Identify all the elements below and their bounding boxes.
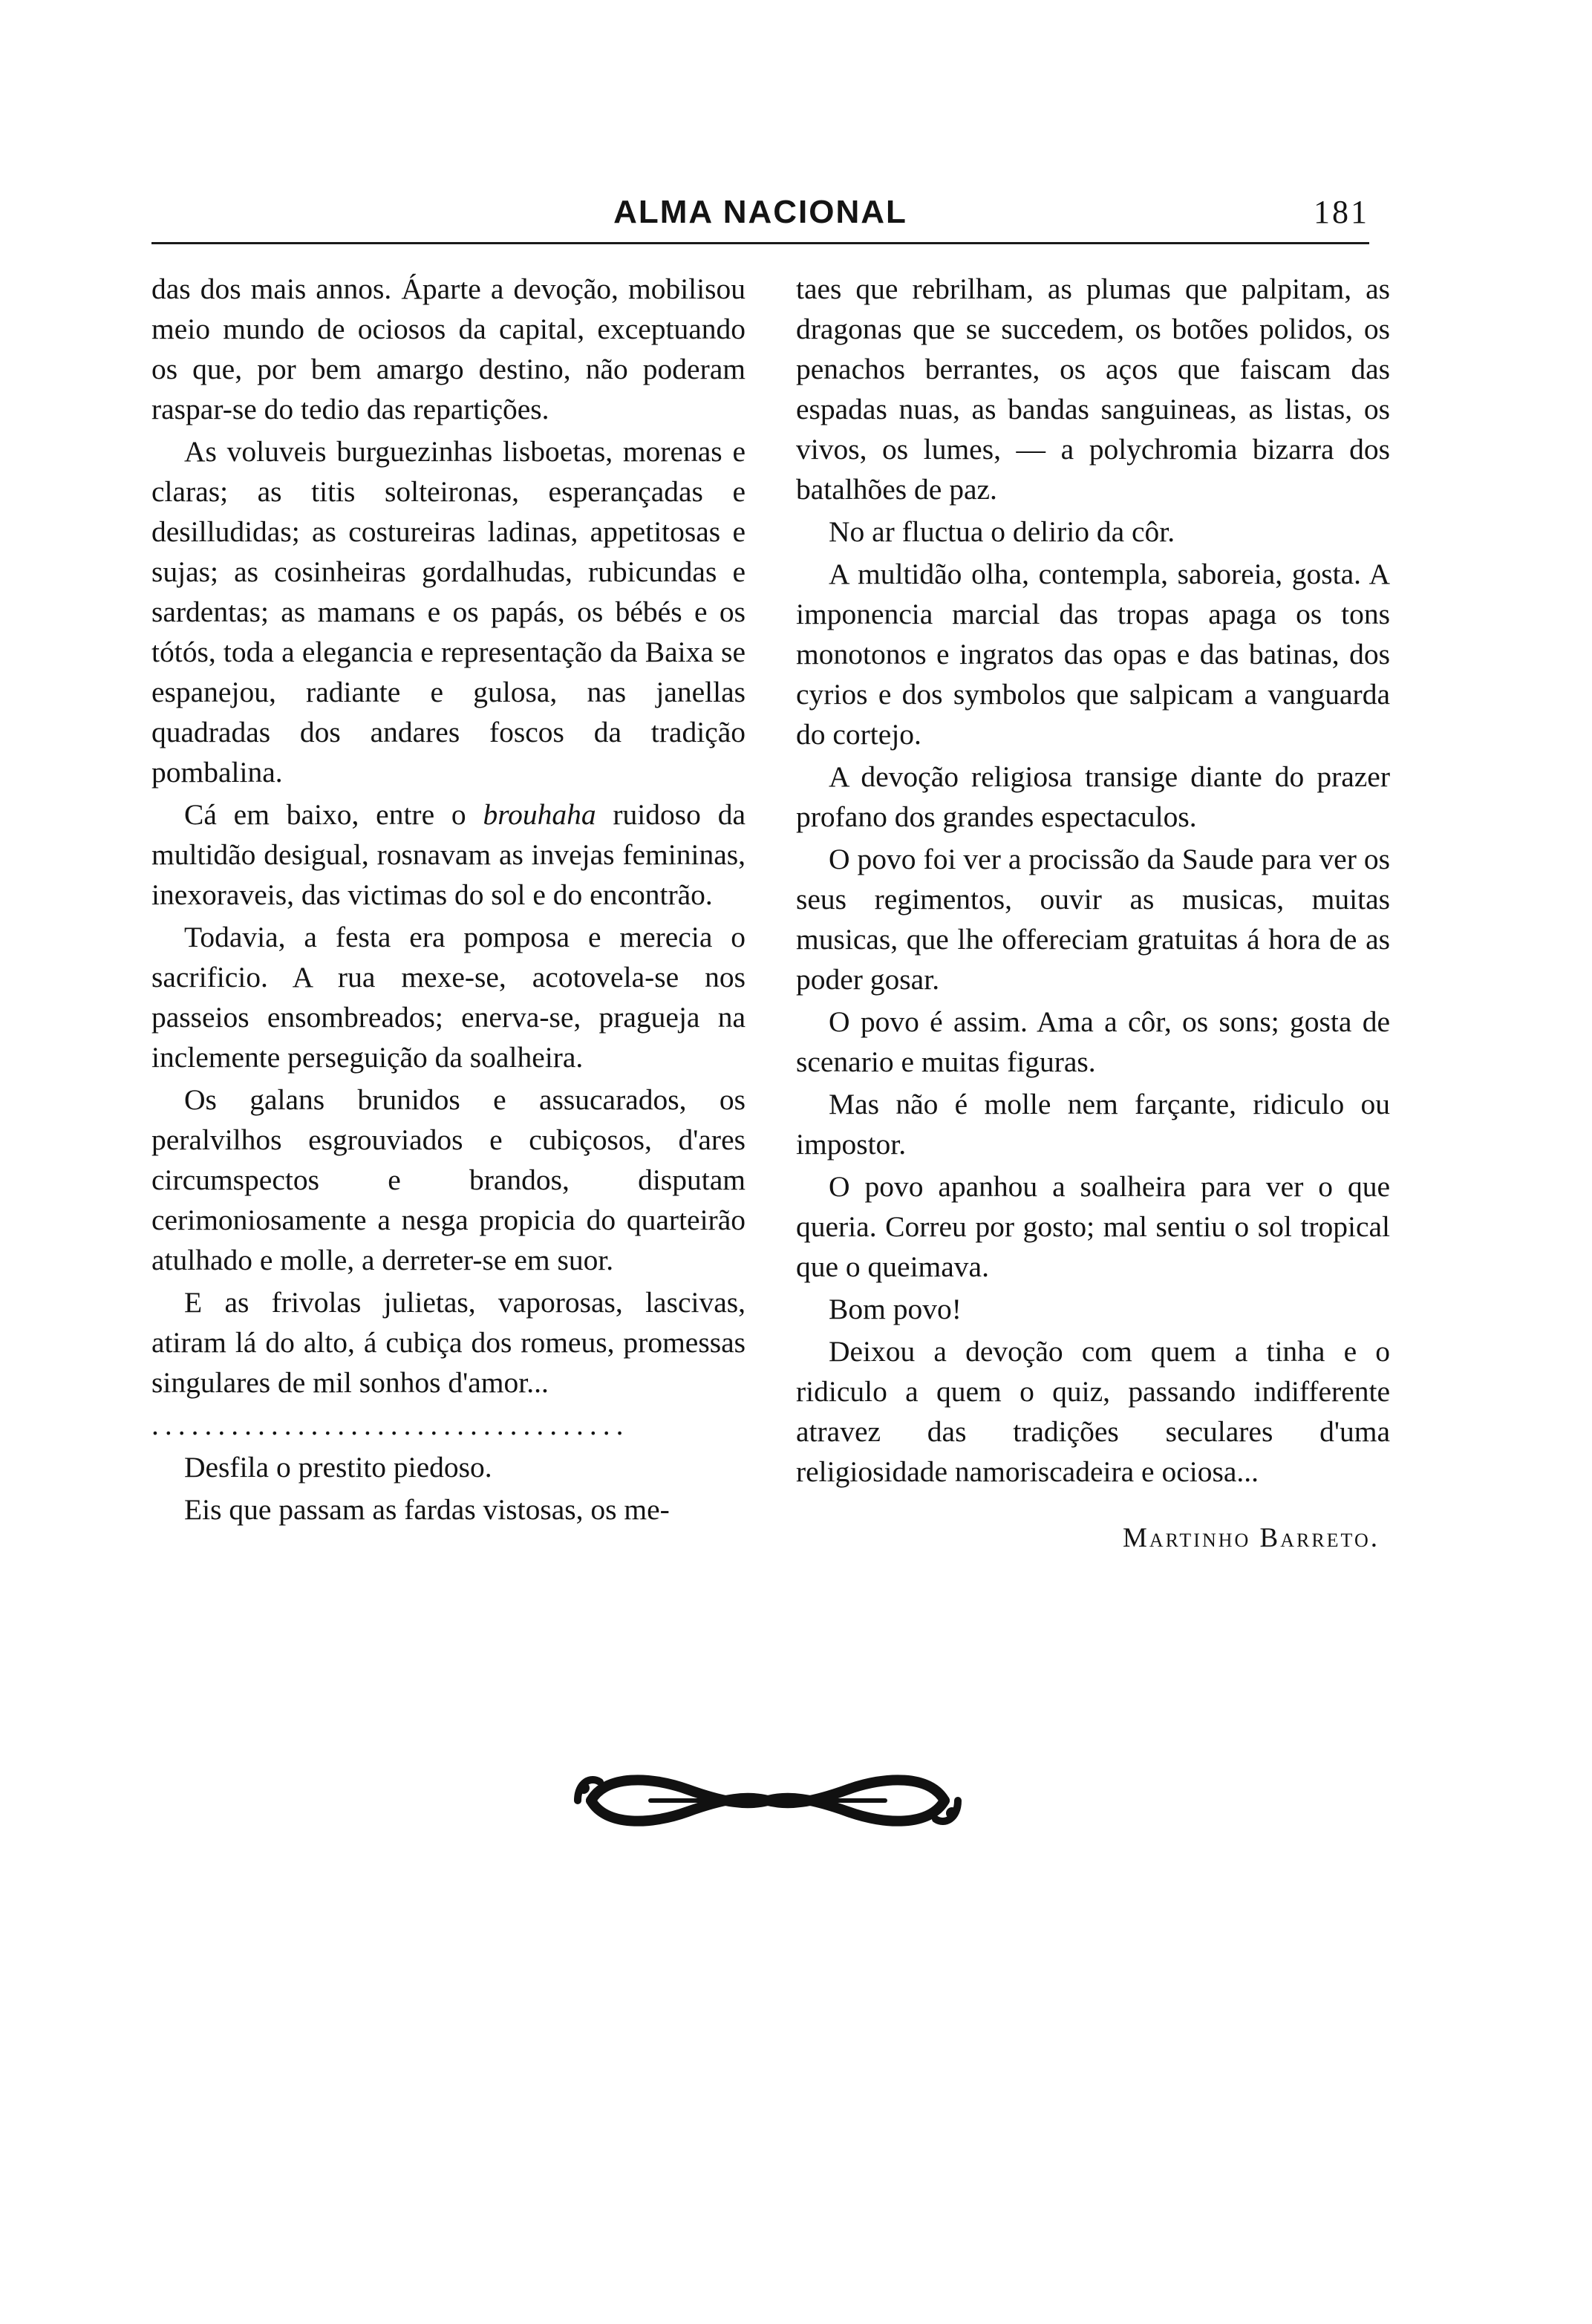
running-header <box>151 192 1369 238</box>
paragraph: E as frivolas julietas, vaporosas, lascivas, atiram lá do alto, á cubiça dos romeus, promessas singulares de mil sonhos d'amor... <box>151 1286 746 1399</box>
page-number: 181 <box>1314 194 1369 230</box>
tailpiece-ornament-icon <box>561 1760 974 1841</box>
paragraph: das dos mais annos. Áparte a devoção, mobilisou meio mundo de ociosos da capital, exceptuando os que, por bem amargo destino, não poderam raspar-se do tedio das repartições. <box>151 272 746 425</box>
paragraph: Deixou a devoção com quem a tinha e o ridiculo a quem o quiz, passando indifferente atravez das tradições seculares d'uma religiosidade namoriscadeira e ociosa... <box>796 1335 1390 1488</box>
author-signature: Martinho Barreto. <box>1122 1523 1380 1553</box>
paragraph-text: ruidoso da multidão desigual, rosnavam as invejas femininas, inexoraveis, das victimas do sol e do encontrão. <box>151 798 746 911</box>
paragraph: O povo é assim. Ama a côr, os sons; gosta de scenario e muitas figuras. <box>796 1005 1390 1078</box>
paragraph: Desfila o prestito piedoso. <box>184 1451 492 1483</box>
italic-term: brouhaha <box>483 798 596 831</box>
paragraph: taes que rebrilham, as plumas que palpitam, as dragonas que se succedem, os botões polidos, os penachos berrantes, os aços que faiscam das espadas nuas, as bandas sanguineas, as listas, os vivos, os lumes, — a polychromia bizarra dos batalhões de paz. <box>796 272 1390 506</box>
paragraph: Todavia, a festa era pomposa e merecia o sacrificio. A rua mexe-se, acotovela-se nos passeios ensombreados; enerva-se, pragueja na inclemente perseguição da soalheira. <box>151 921 746 1074</box>
dotted-separator: .................................... <box>151 1409 630 1441</box>
paragraph: Mas não é molle nem farçante, ridiculo ou impostor. <box>796 1088 1390 1161</box>
header-rule <box>151 242 1369 244</box>
paragraph: O povo foi ver a procissão da Saude para ver os seus regimentos, ouvir as musicas, muitas musicas, que lhe offereciam gratuitas á hora de as poder gosar. <box>796 843 1390 996</box>
paragraph: Os galans brunidos e assucarados, os peralvilhos esgrouviados e cubiçosos, d'ares circumspectos e brandos, disputam cerimoniosamente a nesga propicia do quarteirão atulhado e molle, a derreter-se em suor. <box>151 1083 746 1276</box>
paragraph: No ar fluctua o delirio da côr. <box>829 515 1175 548</box>
paragraph: A devoção religiosa transige diante do prazer profano dos grandes espectaculos. <box>796 760 1390 833</box>
left-column <box>151 269 746 1532</box>
paragraph <box>151 794 746 915</box>
paragraph: Eis que passam as fardas vistosas, os me- <box>184 1493 670 1526</box>
journal-title: ALMA NACIONAL <box>613 194 907 230</box>
paragraph: A multidão olha, contempla, saboreia, gosta. A imponencia marcial das tropas apaga os tons monotonos e ingratos das opas e das batinas, dos cyrios e dos symbolos que salpicam a vanguarda do cortejo. <box>796 558 1390 751</box>
paragraph: Bom povo! <box>829 1293 962 1325</box>
paragraph: As voluveis burguezinhas lisboetas, morenas e claras; as titis solteironas, esperançadas e desilludidas; as costureiras ladinas, appetitosas e sujas; as cosinheiras gordalhudas, rubicundas e sardentas; as mamans e os papás, os bébés e os tótós, toda a elegancia e representação da Baixa se espanejou, radiante e gulosa, nas janellas quadradas dos andares foscos da tradição pombalina. <box>151 435 746 789</box>
paragraph-text: Cá em baixo, entre o <box>184 798 483 831</box>
paragraph: O povo apanhou a soalheira para ver o que queria. Correu por gosto; mal sentiu o sol tropical que o queimava. <box>796 1170 1390 1283</box>
right-column <box>796 269 1390 1558</box>
